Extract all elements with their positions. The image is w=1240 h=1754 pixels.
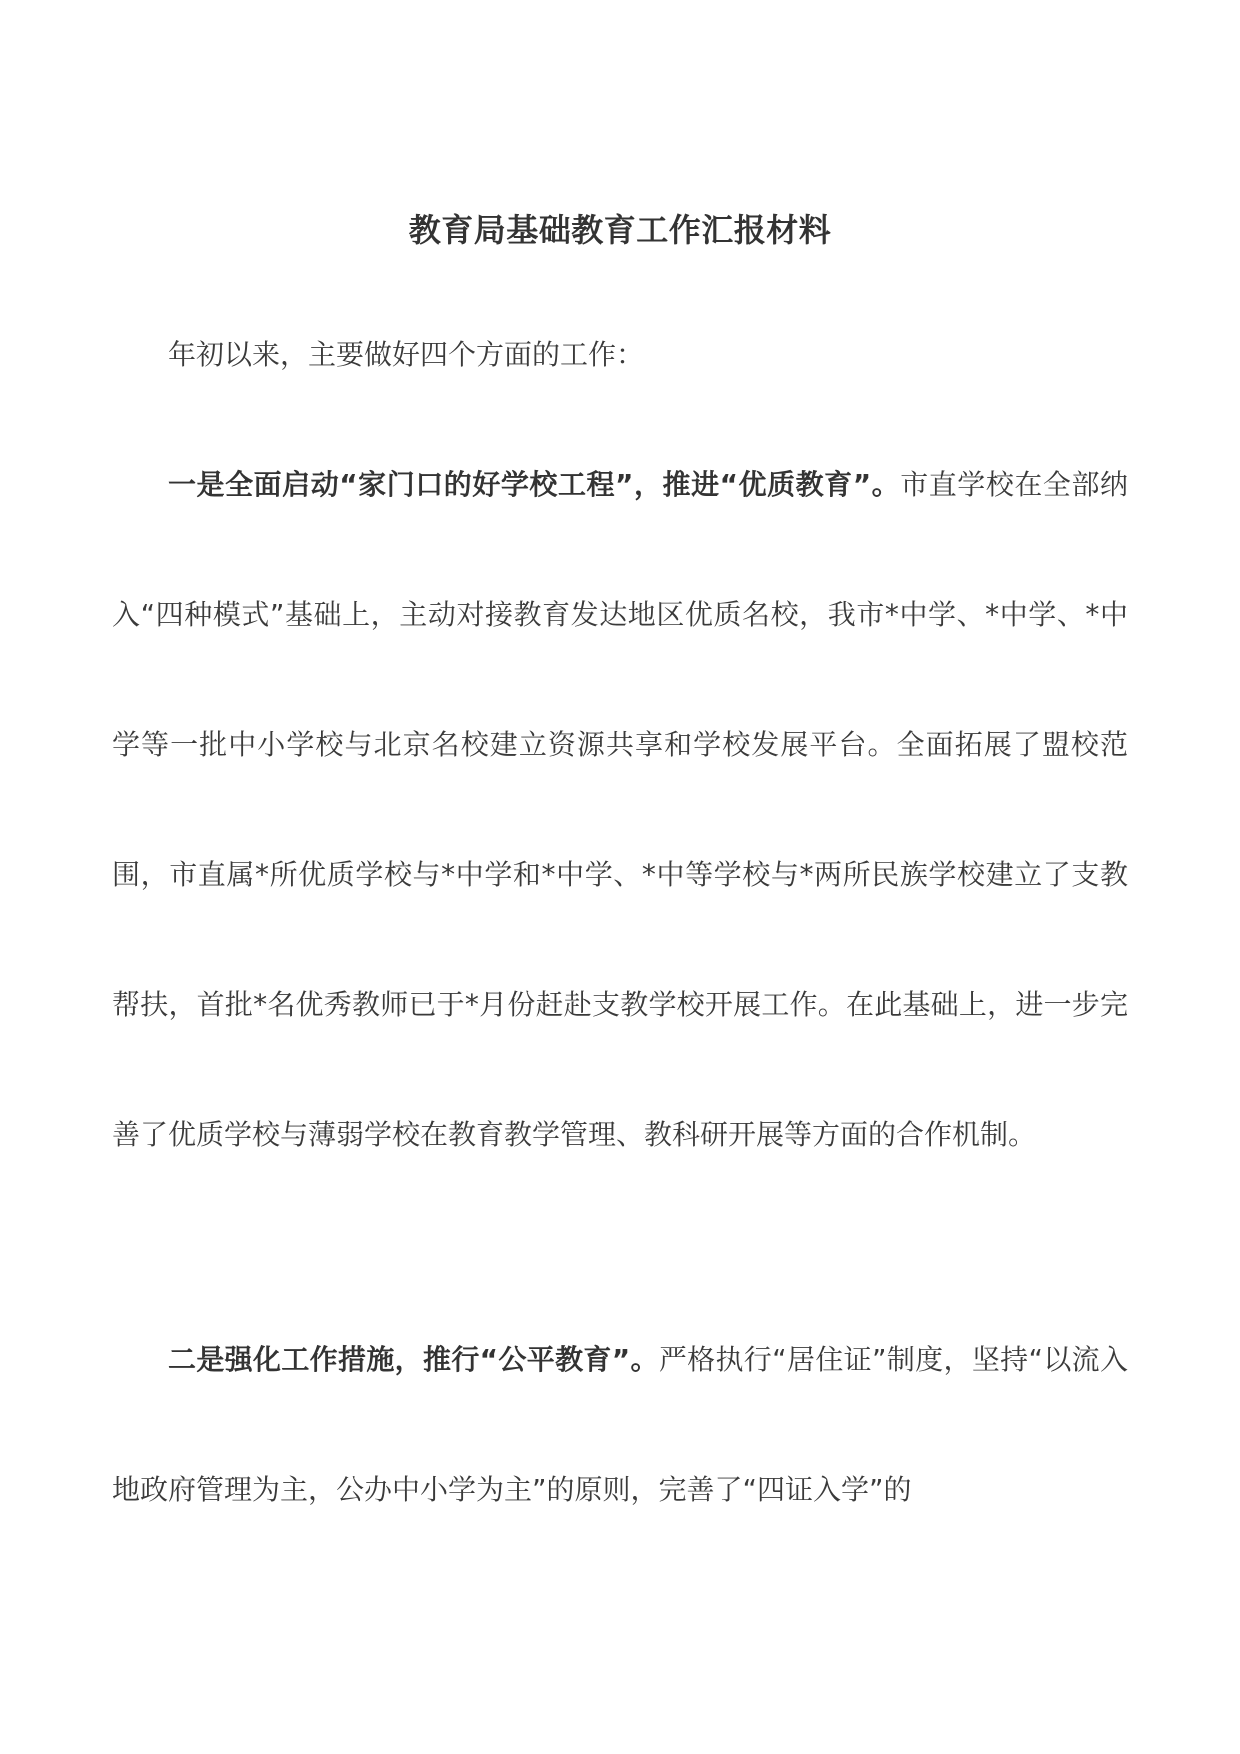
paragraph-1 <box>112 420 1128 1200</box>
paragraph-2 <box>112 1295 1128 1555</box>
paragraph-2-body: 严格执行“居住证”制度，坚持“以流入地政府管理为主，公办中小学为主”的原则，完善了“四证入学”的 <box>112 1343 1128 1506</box>
paragraph-1-lead: 一是全面启动“家门口的好学校工程”，推进“优质教育”。 <box>168 468 901 501</box>
paragraph-2-lead: 二是强化工作措施，推行“公平教育”。 <box>168 1343 659 1376</box>
intro-paragraph: 年初以来，主要做好四个方面的工作： <box>168 338 645 371</box>
paragraph-1-body: 市直学校在全部纳入“四种模式”基础上，主动对接教育发达地区优质名校，我市*中学、*中学、*中学等一批中小学校与北京名校建立资源共享和学校发展平台。全面拓展了盟校范围，市直属*所优质学校与*中学和*中学、*中等学校与*两所民族学校建立了支教帮扶，首批*名优秀教师已于*月份赶赴支教学校开展工作。在此基础上，进一步完善了优质学校与薄弱学校在教育教学管理、教科研开展等方面的合作机制。 <box>112 468 1128 1151</box>
document-title: 教育局基础教育工作汇报材料 <box>408 211 832 249</box>
